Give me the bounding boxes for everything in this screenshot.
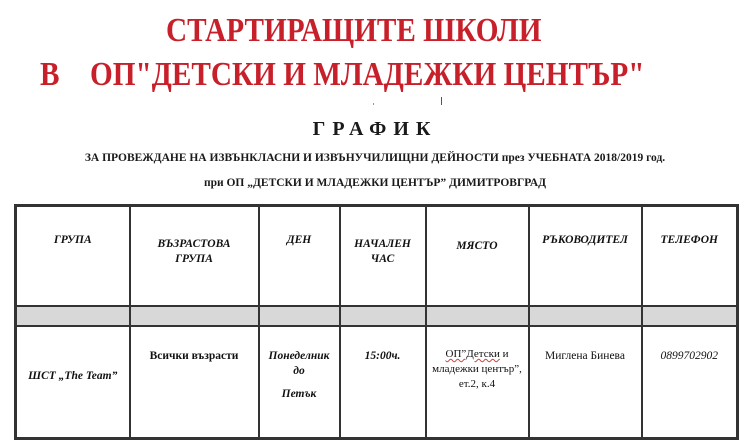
- cell-phone: [642, 326, 738, 439]
- header-phone-label: ТЕЛЕФОН: [660, 234, 718, 246]
- phone-number: 0899702902: [660, 350, 718, 362]
- header-day: [259, 206, 340, 307]
- spacer-cell: [259, 306, 340, 326]
- day-line1: Понеделник: [268, 350, 330, 362]
- day-line2: до: [293, 365, 305, 377]
- age-value: Всички възрасти: [149, 350, 239, 362]
- header-day-label: ДЕН: [286, 234, 312, 246]
- header-age-line2: ГРУПА: [175, 253, 213, 265]
- start-time: 15:00ч.: [364, 350, 401, 362]
- cell-start-time: [340, 326, 426, 439]
- header-start-line1: НАЧАЛЕН: [354, 238, 411, 250]
- header-place: [426, 206, 529, 307]
- title-line-2-prefix: В: [40, 56, 60, 93]
- place-part1: ОП”Детски: [445, 348, 500, 360]
- header-start-line2: ЧАС: [370, 253, 395, 265]
- header-age-line1: ВЪЗРАСТОВА: [157, 238, 231, 250]
- subtitle-line-1: ЗА ПРОВЕЖДАНЕ НА ИЗВЪНКЛАСНИ И ИЗВЪНУЧИЛИЩНИ ДЕЙНОСТИ през УЧЕБНАТА 2018/2019 год.: [84, 152, 666, 164]
- spacer-cell: [16, 306, 130, 326]
- header-group-label: ГРУПА: [53, 234, 92, 246]
- table-spacer-row: [16, 306, 738, 326]
- stray-mark: [441, 97, 442, 105]
- schedule-table: [14, 204, 739, 440]
- spacer-cell: [529, 306, 642, 326]
- header-start-time: [340, 206, 426, 307]
- document-heading: ГРАФИК: [312, 118, 438, 140]
- header-group: [16, 206, 130, 307]
- cell-place: [426, 326, 529, 439]
- spacer-cell: [642, 306, 738, 326]
- cell-group: [16, 326, 130, 439]
- title-line-2: ОП"ДЕТСКИ И МЛАДЕЖКИ ЦЕНТЪР": [90, 56, 645, 93]
- header-age-group: [130, 206, 259, 307]
- subtitle-line-2: при ОП „ДЕТСКИ И МЛАДЕЖКИ ЦЕНТЪР” ДИМИТРОВГРАД: [203, 177, 547, 189]
- leader-name: Миглена Бинева: [545, 350, 625, 362]
- cell-leader: [529, 326, 642, 439]
- group-name: ШСТ „The Team”: [28, 369, 118, 382]
- cell-age: [130, 326, 259, 439]
- day-line3: Петък: [281, 388, 317, 400]
- place-part2: и младежки център”, ет.2, к.4: [432, 348, 522, 390]
- spacer-cell: [426, 306, 529, 326]
- header-phone: [642, 206, 738, 307]
- header-leader: [529, 206, 642, 307]
- spacer-cell: [340, 306, 426, 326]
- header-leader-label: РЪКОВОДИТЕЛ: [542, 234, 628, 246]
- table-header-row: [16, 206, 738, 307]
- spacer-cell: [130, 306, 259, 326]
- header-place-label: МЯСТО: [456, 240, 498, 252]
- stray-dot: [373, 103, 374, 105]
- title-line-1: СТАРТИРАЩИТЕ ШКОЛИ: [166, 12, 542, 49]
- table-row: [16, 326, 738, 439]
- cell-day: [259, 326, 340, 439]
